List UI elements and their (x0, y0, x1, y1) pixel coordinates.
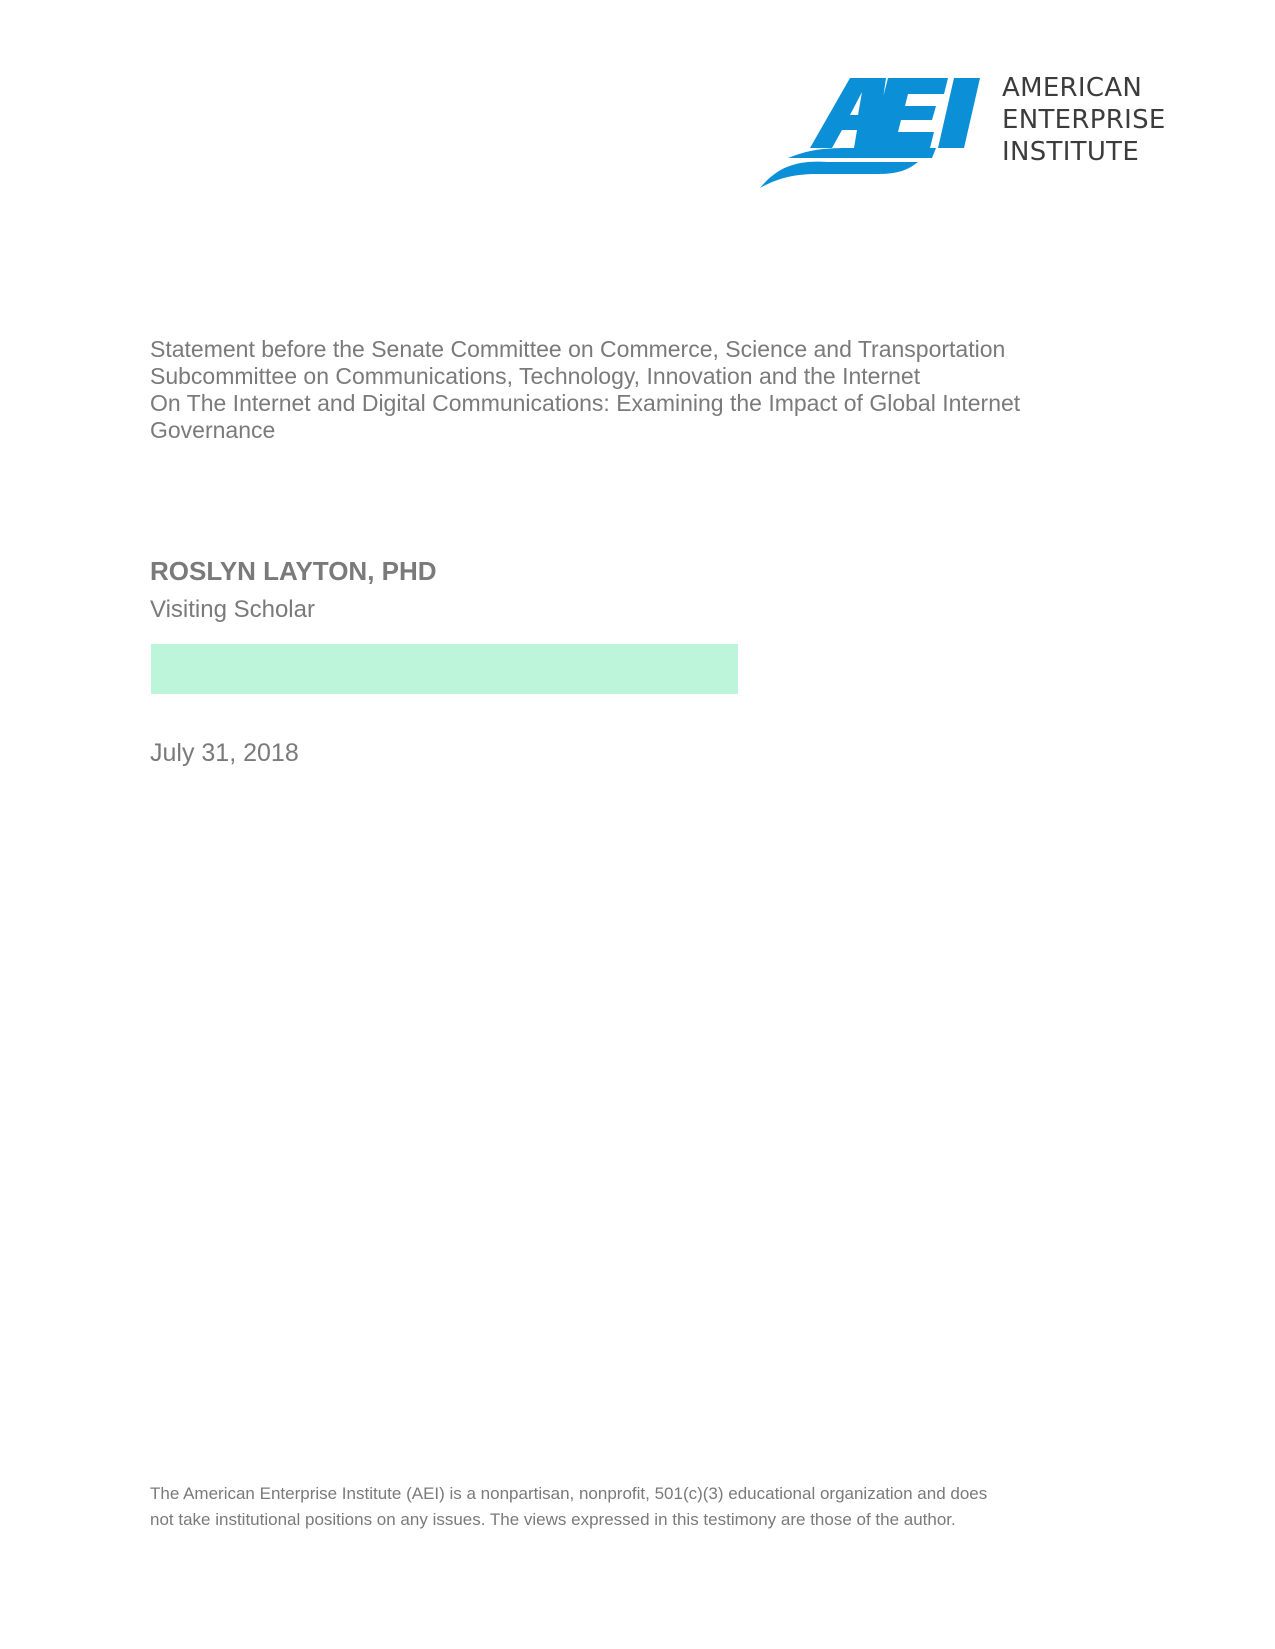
statement-line: Governance (150, 417, 276, 443)
aei-logo-mark (758, 70, 998, 202)
statement-line: On The Internet and Digital Communications: Examining the Impact of Global Internet (150, 390, 1021, 416)
logo-line-enterprise: ENTERPRISE (1002, 105, 1166, 135)
aei-logo (758, 70, 1168, 202)
author-name: ROSLYN LAYTON, PHD (150, 556, 437, 586)
highlight-bar (151, 644, 738, 694)
document-date: July 31, 2018 (150, 739, 299, 767)
disclaimer (150, 1481, 1150, 1533)
logo-line-american: AMERICAN (1002, 73, 1143, 103)
aei-logo-text (1002, 72, 1166, 168)
author-title: Visiting Scholar (150, 596, 315, 623)
disclaimer-line: not take institutional positions on any issues. The views expressed in this testimony are those of the author. (150, 1510, 956, 1529)
statement-heading (150, 336, 1110, 444)
logo-line-institute: INSTITUTE (1002, 137, 1140, 167)
disclaimer-line: The American Enterprise Institute (AEI) is a nonpartisan, nonprofit, 501(c)(3) educational organization and does (150, 1484, 988, 1503)
statement-line: Subcommittee on Communications, Technology, Innovation and the Internet (150, 363, 921, 389)
statement-line: Statement before the Senate Committee on Commerce, Science and Transportation (150, 336, 1006, 362)
